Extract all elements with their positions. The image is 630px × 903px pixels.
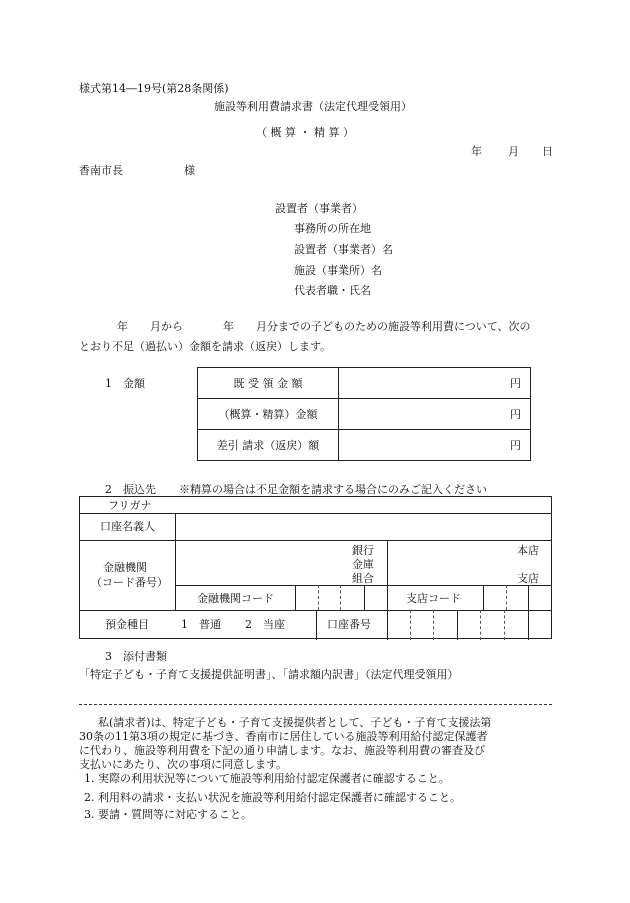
table-row <box>198 430 531 461</box>
amount-received-value[interactable]: 円 <box>339 368 531 399</box>
branch-type-branch: 支店 <box>517 572 539 585</box>
form-number: 様式第14―19号(第28条関係) <box>79 82 229 95</box>
body-line2: とおり不足（過払い）金額を請求（返戻）します。 <box>79 340 332 353</box>
body-month-to: 月分までの子どものための施設等利用費について、次の <box>256 320 531 333</box>
furigana-label: フリガナ <box>108 499 152 512</box>
amount-received-label: 既 受 領 金 額 <box>198 368 339 399</box>
consent-item-1: 1. 実際の利用状況等について施設等利用給付認定保護者に確認すること。 <box>84 772 450 785</box>
institution-code-field-label: 金融機関コード <box>197 592 274 605</box>
body-month-from: 月から <box>150 320 183 333</box>
date-day: 日 <box>542 145 553 158</box>
representative-name: 代表者職・氏名 <box>294 284 371 297</box>
consent-line-3: に代わり、施設等利用費を下記の通り申請します。なお、施設等利用費の審査及び <box>79 744 486 757</box>
table-row <box>198 368 531 399</box>
consent-line-1: 私(請求者)は、特定子ども・子育て支援提供者として、子ども・子育て支援法第 <box>98 716 492 729</box>
amount-estimate-label: （概算・精算）金額 <box>198 399 339 430</box>
facility-name: 施設（事業所）名 <box>294 264 382 277</box>
bank-type-shinkin: 金庫 <box>352 558 374 571</box>
branch-code-field-label: 支店コード <box>406 592 461 605</box>
establisher-office-address: 事務所の所在地 <box>294 222 371 235</box>
dashed-separator <box>79 704 552 705</box>
bank-account-table <box>79 496 552 639</box>
attachment-text: 「特定子ども・子育て支援提供証明書」、「請求額内訳書」（法定代理受領用） <box>79 668 459 681</box>
amount-section-label: 1 金額 <box>105 377 145 390</box>
table-row <box>198 399 531 430</box>
addressee-name: 香南市長 <box>79 164 123 177</box>
consent-line-2: 30条の11第3項の規定に基づき、香南市に居住している施設等利用給付認定保護者 <box>79 730 488 743</box>
institution-code-label: （コード番号） <box>91 576 168 589</box>
transfer-section-label: 2 振込先 <box>105 483 156 496</box>
date-year: 年 <box>471 145 482 158</box>
establisher-name: 設置者（事業者）名 <box>294 243 393 256</box>
consent-item-3: 3. 要請・質問等に対応すること。 <box>84 808 252 821</box>
branch-type-main: 本店 <box>517 544 539 557</box>
institution-label: 金融機関 <box>103 561 147 574</box>
amount-difference-value[interactable]: 円 <box>339 430 531 461</box>
bank-type-bank: 銀行 <box>352 544 374 557</box>
establisher-heading: 設置者（事業者） <box>275 202 363 215</box>
deposit-type-label: 預金種目 <box>105 618 149 631</box>
consent-line-4: 支払いにあたり、次の事項に同意します。 <box>79 758 288 771</box>
amount-table <box>197 367 531 461</box>
deposit-type-ordinary[interactable]: 1 普通 <box>181 618 221 631</box>
date-month: 月 <box>508 145 519 158</box>
body-year-to: 年 <box>223 320 234 333</box>
transfer-note: ※精算の場合は不足金額を請求する場合にのみご記入ください <box>179 483 487 496</box>
account-holder-label: 口座名義人 <box>100 520 155 533</box>
consent-item-2: 2. 利用料の請求・支払い状況を施設等利用給付認定保護者に確認すること。 <box>84 791 461 804</box>
amount-difference-label: 差引 請求（返戻）額 <box>198 430 339 461</box>
addressee-honorific: 様 <box>184 164 195 177</box>
amount-estimate-value[interactable]: 円 <box>339 399 531 430</box>
account-number-label: 口座番号 <box>327 618 371 631</box>
bank-type-union: 組合 <box>352 572 374 585</box>
deposit-type-current[interactable]: 2 当座 <box>245 618 285 631</box>
form-title: 施設等利用費請求書（法定代理受領用） <box>214 100 412 113</box>
body-year-from: 年 <box>117 320 128 333</box>
attachment-section-label: 3 添付書類 <box>105 650 167 663</box>
form-subtitle: （ 概 算 ・ 精 算 ） <box>256 126 354 139</box>
